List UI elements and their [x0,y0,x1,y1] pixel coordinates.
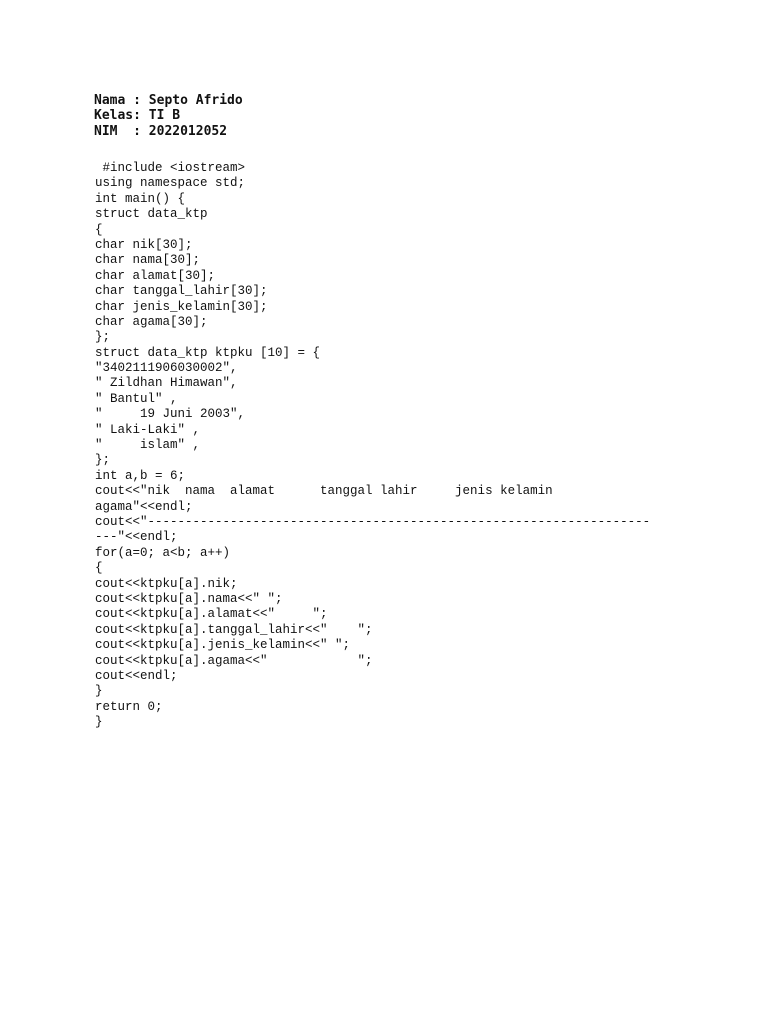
code-line: cout<<"------------------------------------------------------------------- [95,514,651,529]
code-line: char tanggal_lahir[30]; [95,284,268,299]
code-line: }; [95,453,111,468]
code-line: int main() { [95,191,186,206]
code-line: ---"<<endl; [95,530,178,545]
code-line: cout<<ktpku[a].alamat<<" "; [95,607,328,622]
code-line: cout<<"nik nama alamat tanggal lahir jenis kelamin [95,484,553,499]
student-nim-line: NIM : 2022012052 [94,123,228,139]
code-line: struct data_ktp ktpku [10] = { [95,345,321,360]
code-line: char nama[30]; [95,253,201,268]
code-line: cout<<ktpku[a].jenis_kelamin<<" "; [95,638,351,653]
code-line: " 19 Juni 2003", [95,407,246,422]
student-class-line: Kelas: TI B [94,108,181,124]
code-line: " Bantul" , [95,391,178,406]
code-listing [95,161,650,730]
code-line: char jenis_kelamin[30]; [95,299,268,314]
code-line: } [95,684,103,699]
code-line: } [95,715,103,730]
code-line: { [95,561,103,576]
code-line: " islam" , [95,438,201,453]
code-line: "3402111906030002", [95,361,238,376]
code-line: char alamat[30]; [95,268,216,283]
code-line: struct data_ktp [95,207,208,222]
code-line: int a,b = 6; [95,468,186,483]
code-line: " Laki-Laki" , [95,422,201,437]
code-line: agama"<<endl; [95,499,193,514]
code-line: #include <iostream> [95,161,246,175]
code-line: cout<<endl; [95,668,178,683]
code-line: return 0; [95,699,163,714]
code-line: cout<<ktpku[a].agama<<" "; [95,653,373,668]
code-line: cout<<ktpku[a].tanggal_lahir<<" "; [95,622,373,637]
code-line: " Zildhan Himawan", [95,376,238,391]
code-line: for(a=0; a<b; a++) [95,545,231,560]
code-line: char agama[30]; [95,314,208,329]
student-name-line: Nama : Septo Afrido [94,93,243,108]
student-info [94,92,243,138]
code-line: char nik[30]; [95,237,193,252]
code-line: using namespace std; [95,176,246,191]
code-line: }; [95,330,111,345]
code-line: cout<<ktpku[a].nik; [95,576,238,591]
code-line: { [95,222,103,237]
code-line: cout<<ktpku[a].nama<<" "; [95,591,283,606]
